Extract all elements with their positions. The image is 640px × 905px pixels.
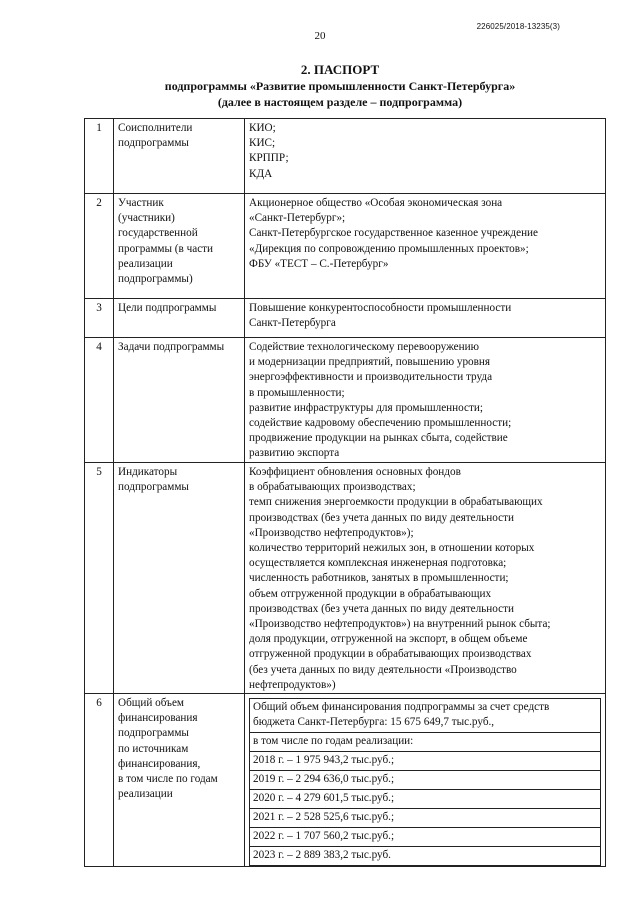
financing-table (249, 698, 601, 866)
row-label (114, 299, 245, 338)
page-number: 20 (314, 30, 326, 42)
row-value (245, 299, 606, 338)
label-line: подпрограммы) (118, 273, 193, 286)
value-line: объем отгруженной продукции в обрабатывающих (249, 587, 492, 600)
label-line: программы (в части (118, 242, 214, 255)
value-line: «Санкт-Петербург»; (249, 212, 346, 225)
value-line: Акционерное общество «Особая экономическая зона (249, 197, 503, 209)
label-line: Цели подпрограммы (118, 302, 217, 314)
value-line: «Производство нефтепродуктов») на внутренний рынок сбыта; (249, 618, 551, 631)
value-line: нефтепродуктов») (249, 678, 336, 691)
label-line: в том числе по годам (118, 773, 218, 786)
financing-year-row (250, 771, 601, 790)
financing-year-row (250, 790, 601, 809)
financing-year: 2018 г. – 1 975 943,2 тыс.руб.; (250, 752, 601, 771)
financing-year-row (250, 752, 601, 771)
value-line: развитию экспорта (249, 447, 340, 460)
value-line: бюджета Санкт-Петербурга: 15 675 649,7 тыс.руб., (253, 716, 495, 729)
label-line: Задачи подпрограммы (118, 341, 225, 353)
row-number: 3 (85, 299, 114, 338)
table-row (85, 194, 606, 299)
value-line: Содействие технологическому перевооружению (249, 341, 479, 353)
table-row (85, 119, 606, 194)
label-line: реализации (118, 257, 173, 270)
heading-subprogram-name: подпрограммы «Развитие промышленности Санкт-Петербурга» (164, 79, 516, 93)
value-line: содействие кадровому обеспечению промышленности; (249, 417, 512, 430)
value-line: «Дирекция по сопровождению промышленных проектов»; (249, 242, 529, 255)
row-number: 5 (85, 463, 114, 694)
value-line: отгруженной продукции в обрабатывающих производствах (249, 648, 532, 661)
value-line: энергоэффективности и производительности труда (249, 371, 493, 384)
value-line: развитие инфраструктуры для промышленности; (249, 401, 483, 414)
financing-total (250, 699, 601, 733)
row-number: 4 (85, 338, 114, 463)
table-row (85, 338, 606, 463)
label-line: по источникам (118, 742, 189, 755)
value-line: численность работников, занятых в промышленности; (249, 572, 509, 585)
label-line: государственной (118, 227, 198, 240)
value-line: КРППР; (249, 152, 289, 165)
financing-total-row (250, 699, 601, 733)
row-value (245, 194, 606, 299)
value-line: ФБУ «ТЕСТ – С.-Петербург» (249, 257, 389, 270)
financing-year: 2021 г. – 2 528 525,6 тыс.руб.; (250, 809, 601, 828)
row-number: 1 (85, 119, 114, 194)
financing-cell (245, 694, 606, 867)
row-value (245, 338, 606, 463)
row-label (114, 338, 245, 463)
value-line: Санкт-Петербургское государственное казенное учреждение (249, 227, 539, 240)
value-line: Коэффициент обновления основных фондов (249, 466, 461, 478)
passport-table (84, 118, 606, 867)
table-row (85, 694, 606, 867)
passport-heading (60, 62, 620, 110)
row-label (114, 119, 245, 194)
label-line: финансирования (118, 712, 198, 725)
financing-year: 2020 г. – 4 279 601,5 тыс.руб.; (250, 790, 601, 809)
table-row (85, 463, 606, 694)
row-label (114, 194, 245, 299)
value-line: Санкт-Петербурга (249, 317, 336, 330)
financing-year-row (250, 847, 601, 866)
value-line: КДА (249, 167, 273, 180)
heading-title: 2. ПАСПОРТ (300, 62, 380, 77)
value-line: производствах (без учета данных по виду деятельности (249, 511, 514, 524)
value-line: в обрабатывающих производствах; (249, 481, 416, 494)
financing-year: 2022 г. – 1 707 560,2 тыс.руб.; (250, 828, 601, 847)
value-line: темп снижения энергоемкости продукции в обрабатывающих (249, 496, 543, 509)
value-line: доля продукции, отгруженной на экспорт, в общем объеме (249, 633, 528, 646)
value-line: количество территорий нежилых зон, в отношении которых (249, 542, 535, 555)
value-line: Общий объем финансирования подпрограммы за счет средств (253, 701, 550, 714)
heading-note: (далее в настоящем разделе – подпрограмма) (217, 95, 463, 109)
label-line: подпрограммы (118, 137, 189, 150)
financing-year-row (250, 828, 601, 847)
financing-by-year-label: в том числе по годам реализации: (250, 733, 601, 752)
value-line: КИО; (249, 122, 276, 134)
value-line: продвижение продукции на рынках сбыта, содействие (249, 432, 508, 445)
label-line: Соисполнители (118, 122, 193, 134)
financing-year-row (250, 809, 601, 828)
label-line: Участник (118, 197, 164, 209)
row-number: 2 (85, 194, 114, 299)
financing-year: 2019 г. – 2 294 636,0 тыс.руб.; (250, 771, 601, 790)
value-line: в промышленности; (249, 386, 345, 399)
value-line: «Производство нефтепродуктов»); (249, 526, 414, 539)
label-line: реализации (118, 788, 173, 801)
financing-year: 2023 г. – 2 889 383,2 тыс.руб. (250, 847, 601, 866)
value-line: и модернизации предприятий, повышению уровня (249, 356, 491, 369)
row-label (114, 463, 245, 694)
label-line: подпрограммы (118, 481, 189, 494)
label-line: финансирования, (118, 757, 201, 770)
table-row (85, 299, 606, 338)
label-line: Индикаторы (118, 466, 178, 478)
value-line: (без учета данных по виду деятельности «Производство (249, 663, 517, 676)
row-label (114, 694, 245, 867)
document-number: 226025/2018-13235(3) (476, 22, 560, 31)
label-line: подпрограммы (118, 727, 189, 740)
value-line: производствах (без учета данных по виду деятельности (249, 602, 514, 615)
financing-by-year-row (250, 733, 601, 752)
value-line: КИС; (249, 137, 276, 150)
value-line: Повышение конкурентоспособности промышленности (249, 302, 512, 314)
value-line: осуществляется комплексная инженерная подготовка; (249, 557, 507, 570)
label-line: Общий объем (118, 697, 184, 710)
row-value (245, 119, 606, 194)
row-number: 6 (85, 694, 114, 867)
row-value (245, 463, 606, 694)
label-line: (участники) (118, 212, 175, 225)
